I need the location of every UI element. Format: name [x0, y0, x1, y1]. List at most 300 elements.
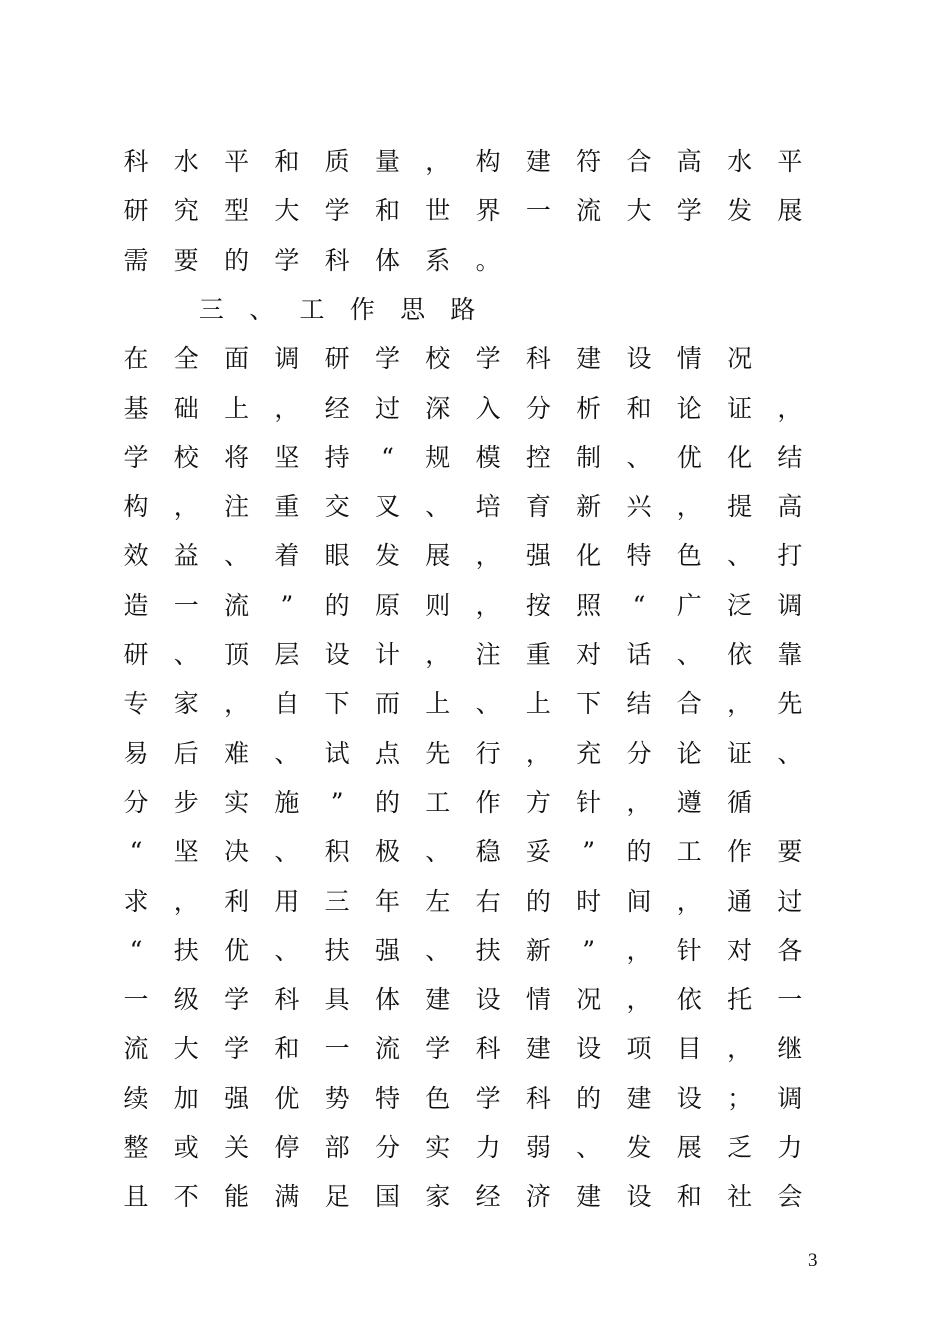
- text-char: 展: [425, 541, 451, 571]
- text-char: 学: [374, 344, 400, 374]
- text-char: 整: [123, 1133, 149, 1162]
- text-char: 依: [727, 640, 753, 669]
- text-line: [0, 882, 950, 922]
- text-char: 在: [123, 344, 149, 374]
- text-char: 上: [425, 689, 451, 719]
- text-char: 一: [173, 590, 199, 620]
- text-char: ，: [425, 640, 451, 669]
- text-char: 妥: [525, 837, 551, 867]
- text-char: 实: [425, 1133, 451, 1162]
- text-char: 世: [425, 196, 451, 226]
- text-char: 扶: [173, 935, 199, 965]
- text-char: 。: [475, 245, 501, 275]
- text-char: 合: [676, 689, 702, 719]
- text-char: ”: [582, 935, 596, 965]
- text-char: 按: [525, 590, 551, 620]
- text-char: 大: [626, 196, 652, 226]
- text-char: 结: [626, 689, 652, 719]
- text-char: 兴: [626, 492, 652, 522]
- text-char: 学: [324, 196, 350, 226]
- text-line: [0, 241, 950, 281]
- text-char: 型: [224, 196, 250, 226]
- text-char: 分: [123, 787, 149, 817]
- text-char: “: [129, 935, 143, 965]
- text-char: 用: [274, 886, 300, 916]
- text-char: 况: [727, 344, 753, 374]
- text-char: 、: [626, 442, 652, 472]
- text-char: 新: [576, 492, 602, 522]
- text-char: 势: [324, 1083, 350, 1113]
- text-char: 力: [777, 1133, 803, 1162]
- text-char: 实: [224, 787, 250, 817]
- text-char: ，: [676, 492, 702, 522]
- text-char: 、: [173, 640, 199, 669]
- text-char: 强: [224, 1083, 250, 1113]
- text-line: [0, 142, 950, 182]
- text-char: 左: [425, 886, 451, 916]
- text-char: 国: [374, 1182, 400, 1212]
- text-char: 科: [274, 985, 300, 1015]
- text-char: 强: [374, 935, 400, 965]
- text-char: 、: [425, 935, 451, 965]
- text-char: 建: [425, 985, 451, 1015]
- text-char: 不: [173, 1182, 199, 1212]
- text-char: 工: [425, 787, 451, 817]
- text-char: 充: [576, 738, 602, 768]
- text-char: 力: [475, 1133, 501, 1162]
- text-char: 而: [374, 689, 400, 719]
- text-char: 路: [450, 294, 476, 324]
- text-char: 决: [224, 837, 250, 867]
- text-char: 能: [224, 1182, 250, 1212]
- text-line: [0, 438, 950, 478]
- text-char: 行: [475, 738, 501, 768]
- text-char: 加: [173, 1083, 199, 1113]
- text-char: 平: [224, 147, 250, 176]
- text-char: 各: [777, 935, 803, 965]
- text-char: 时: [576, 886, 602, 916]
- text-char: 一: [777, 985, 803, 1015]
- text-char: 益: [173, 541, 199, 571]
- text-char: 一: [324, 1034, 350, 1064]
- text-char: 打: [777, 541, 803, 571]
- text-char: 建: [626, 1083, 652, 1113]
- text-char: 或: [173, 1133, 199, 1162]
- text-line: [0, 980, 950, 1020]
- text-char: 证: [727, 738, 753, 768]
- text-char: 化: [727, 442, 753, 472]
- text-char: 质: [324, 147, 350, 176]
- text-char: 系: [425, 245, 451, 275]
- text-char: 会: [777, 1182, 803, 1212]
- text-char: 、: [425, 492, 451, 522]
- text-char: 级: [173, 985, 199, 1015]
- text-char: 建: [525, 147, 551, 176]
- text-char: 研: [123, 196, 149, 226]
- text-char: ，: [727, 1034, 753, 1064]
- text-line: [0, 586, 950, 626]
- text-char: 调: [777, 590, 803, 620]
- text-line: [0, 191, 950, 231]
- text-char: 经: [324, 393, 350, 423]
- text-char: 交: [324, 492, 350, 522]
- text-char: 乏: [727, 1133, 753, 1162]
- text-char: 展: [676, 1133, 702, 1162]
- text-char: 顶: [224, 640, 250, 669]
- text-char: 叉: [374, 492, 400, 522]
- text-char: 展: [777, 196, 803, 226]
- text-char: 提: [727, 492, 753, 522]
- text-char: 色: [676, 541, 702, 571]
- text-char: ，: [173, 492, 199, 522]
- text-char: 高: [777, 492, 803, 522]
- text-char: 部: [324, 1133, 350, 1162]
- text-char: 造: [123, 590, 149, 620]
- text-char: 特: [626, 541, 652, 571]
- text-char: ”: [330, 787, 344, 817]
- text-char: 托: [727, 985, 753, 1015]
- text-char: 上: [525, 689, 551, 719]
- text-char: 设: [626, 1182, 652, 1212]
- text-char: 求: [123, 886, 149, 916]
- text-char: 效: [123, 541, 149, 571]
- text-char: 要: [173, 245, 199, 275]
- text-line: [0, 783, 950, 823]
- text-char: 一: [525, 196, 551, 226]
- text-char: 界: [475, 196, 501, 226]
- text-char: 平: [777, 147, 803, 176]
- text-char: 需: [123, 245, 149, 275]
- text-char: 研: [324, 344, 350, 374]
- text-char: 全: [173, 344, 199, 374]
- text-char: 关: [224, 1133, 250, 1162]
- text-char: “: [381, 442, 394, 472]
- text-char: 的: [224, 245, 250, 275]
- text-char: 科: [475, 1034, 501, 1064]
- text-char: 科: [525, 1083, 551, 1113]
- text-char: 析: [576, 393, 602, 423]
- text-char: 先: [425, 738, 451, 768]
- text-char: 且: [123, 1182, 149, 1212]
- text-char: 研: [123, 640, 149, 669]
- text-char: 优: [274, 1083, 300, 1113]
- text-char: 、: [475, 689, 501, 719]
- text-char: 学: [224, 985, 250, 1015]
- text-char: 流: [123, 1034, 149, 1064]
- text-char: 设: [475, 985, 501, 1015]
- text-char: 的: [324, 590, 350, 620]
- text-char: 量: [374, 147, 400, 176]
- text-char: ，: [475, 590, 501, 620]
- text-char: 流: [374, 1034, 400, 1064]
- text-char: 科: [525, 344, 551, 374]
- text-char: ，: [525, 738, 551, 768]
- text-char: 设: [676, 1083, 702, 1113]
- text-char: ，: [626, 985, 652, 1015]
- text-char: 、: [224, 541, 250, 571]
- text-char: 建: [576, 1182, 602, 1212]
- text-char: 流: [224, 590, 250, 620]
- text-char: 校: [173, 442, 199, 472]
- text-char: 对: [727, 935, 753, 965]
- text-char: 、: [249, 294, 275, 324]
- text-line: [0, 1029, 950, 1069]
- text-char: ，: [626, 935, 652, 965]
- text-char: 原: [374, 590, 400, 620]
- text-char: 作: [475, 787, 501, 817]
- text-char: 设: [626, 344, 652, 374]
- text-char: 基: [123, 393, 149, 423]
- text-char: 结: [777, 442, 803, 472]
- text-char: 制: [576, 442, 602, 472]
- text-char: ，: [425, 147, 451, 176]
- text-char: 入: [475, 393, 501, 423]
- text-char: 和: [374, 196, 400, 226]
- text-char: 分: [374, 1133, 400, 1162]
- text-char: 易: [123, 738, 149, 768]
- text-char: 极: [374, 837, 400, 867]
- text-line: [0, 536, 950, 576]
- text-char: 工: [299, 294, 325, 324]
- text-char: 况: [576, 985, 602, 1015]
- text-char: 家: [425, 1182, 451, 1212]
- text-char: 和: [676, 1182, 702, 1212]
- text-char: 作: [349, 294, 375, 324]
- text-char: 学: [475, 344, 501, 374]
- text-char: 过: [374, 393, 400, 423]
- text-line: [0, 734, 950, 774]
- text-char: ，: [727, 689, 753, 719]
- text-char: 设: [576, 1034, 602, 1064]
- text-char: 重: [274, 492, 300, 522]
- text-char: 停: [274, 1133, 300, 1162]
- page-number: 3: [808, 1250, 818, 1271]
- text-char: 将: [224, 442, 250, 472]
- text-char: 施: [274, 787, 300, 817]
- text-char: 水: [727, 147, 753, 176]
- text-char: 试: [324, 738, 350, 768]
- text-char: ，: [626, 787, 652, 817]
- text-char: 家: [173, 689, 199, 719]
- text-char: 间: [626, 886, 652, 916]
- text-char: 发: [727, 196, 753, 226]
- text-char: 下: [324, 689, 350, 719]
- text-char: ，: [173, 886, 199, 916]
- text-char: 发: [374, 541, 400, 571]
- text-char: 注: [224, 492, 250, 522]
- text-char: 年: [374, 886, 400, 916]
- text-char: 层: [274, 640, 300, 669]
- text-char: 学: [475, 1083, 501, 1113]
- text-char: 满: [274, 1182, 300, 1212]
- text-char: 工: [676, 837, 702, 867]
- text-char: ，: [475, 541, 501, 571]
- text-char: 新: [525, 935, 551, 965]
- text-char: 眼: [324, 541, 350, 571]
- text-char: 高: [676, 147, 702, 176]
- text-char: 体: [374, 985, 400, 1015]
- text-char: 步: [173, 787, 199, 817]
- text-char: 扶: [324, 935, 350, 965]
- text-char: 证: [727, 393, 753, 423]
- text-char: 、: [727, 541, 753, 571]
- text-char: 大: [274, 196, 300, 226]
- text-char: 利: [224, 886, 250, 916]
- text-line: [0, 684, 950, 724]
- text-char: 作: [727, 837, 753, 867]
- text-char: 要: [777, 837, 803, 867]
- text-char: 的: [576, 1083, 602, 1113]
- text-char: 项: [626, 1034, 652, 1064]
- text-char: 学: [123, 442, 149, 472]
- text-char: 调: [274, 344, 300, 374]
- text-char: 控: [525, 442, 551, 472]
- text-char: ；: [727, 1083, 753, 1113]
- text-line: [0, 832, 950, 872]
- text-char: 、: [676, 640, 702, 669]
- text-char: 深: [425, 393, 451, 423]
- text-char: 发: [626, 1133, 652, 1162]
- text-char: 校: [425, 344, 451, 374]
- text-char: 情: [676, 344, 702, 374]
- text-char: 自: [274, 689, 300, 719]
- text-char: 、: [777, 738, 803, 768]
- text-char: 科: [324, 245, 350, 275]
- text-char: 持: [324, 442, 350, 472]
- text-char: 育: [525, 492, 551, 522]
- text-line: [0, 635, 950, 675]
- text-char: 针: [576, 787, 602, 817]
- text-char: 设: [324, 640, 350, 669]
- text-line: [0, 1079, 950, 1119]
- text-char: 专: [123, 689, 149, 719]
- text-char: 和: [626, 393, 652, 423]
- text-line: [0, 487, 950, 527]
- text-char: 过: [777, 886, 803, 916]
- text-char: 分: [525, 393, 551, 423]
- text-char: 构: [123, 492, 149, 522]
- text-char: 一: [123, 985, 149, 1015]
- text-char: 大: [173, 1034, 199, 1064]
- text-char: 社: [727, 1182, 753, 1212]
- text-char: 分: [626, 738, 652, 768]
- text-char: 的: [374, 787, 400, 817]
- text-char: ”: [280, 590, 294, 620]
- text-char: 广: [676, 590, 702, 620]
- text-char: 论: [676, 738, 702, 768]
- text-char: ，: [224, 689, 250, 719]
- text-char: 足: [324, 1182, 350, 1212]
- text-line: [0, 339, 950, 379]
- text-char: 情: [525, 985, 551, 1015]
- text-char: 学: [425, 1034, 451, 1064]
- text-char: 的: [626, 837, 652, 867]
- text-char: 重: [525, 640, 551, 669]
- text-char: 下: [576, 689, 602, 719]
- text-char: 目: [676, 1034, 702, 1064]
- text-char: 和: [274, 147, 300, 176]
- text-char: 经: [475, 1182, 501, 1212]
- text-char: 计: [374, 640, 400, 669]
- text-char: 学: [224, 1034, 250, 1064]
- text-char: 建: [576, 344, 602, 374]
- text-char: 稳: [475, 837, 501, 867]
- text-line: [0, 389, 950, 429]
- text-char: 点: [374, 738, 400, 768]
- text-char: 对: [576, 640, 602, 669]
- text-char: 扶: [475, 935, 501, 965]
- text-char: 则: [425, 590, 451, 620]
- text-char: 泛: [727, 590, 753, 620]
- text-char: 循: [727, 787, 753, 817]
- text-char: 上: [224, 393, 250, 423]
- text-char: 、: [425, 837, 451, 867]
- text-char: 面: [224, 344, 250, 374]
- text-char: 水: [173, 147, 199, 176]
- text-char: 续: [123, 1083, 149, 1113]
- text-char: 学: [274, 245, 300, 275]
- text-char: 继: [777, 1034, 803, 1064]
- text-line: [0, 1177, 950, 1217]
- text-line: [0, 1128, 950, 1168]
- text-char: 坚: [173, 837, 199, 867]
- text-char: 学: [676, 196, 702, 226]
- text-char: 规: [425, 442, 451, 472]
- text-char: 和: [274, 1034, 300, 1064]
- text-char: 化: [576, 541, 602, 571]
- text-char: 优: [676, 442, 702, 472]
- section-heading: [0, 290, 950, 330]
- text-char: 科: [123, 147, 149, 176]
- text-line: [0, 931, 950, 971]
- text-char: 积: [324, 837, 350, 867]
- text-char: 弱: [525, 1133, 551, 1162]
- text-char: 遵: [676, 787, 702, 817]
- text-char: 着: [274, 541, 300, 571]
- text-char: 优: [224, 935, 250, 965]
- text-char: 培: [475, 492, 501, 522]
- text-char: 调: [777, 1083, 803, 1113]
- text-char: 济: [525, 1182, 551, 1212]
- text-char: 三: [198, 294, 224, 324]
- text-char: 思: [400, 294, 426, 324]
- text-char: ，: [777, 393, 803, 423]
- text-char: 具: [324, 985, 350, 1015]
- text-char: 础: [173, 393, 199, 423]
- text-char: 色: [425, 1083, 451, 1113]
- text-char: 符: [576, 147, 602, 176]
- text-char: 方: [525, 787, 551, 817]
- text-char: ，: [274, 393, 300, 423]
- text-char: 强: [525, 541, 551, 571]
- text-char: 依: [676, 985, 702, 1015]
- text-char: 照: [576, 590, 602, 620]
- text-char: 论: [676, 393, 702, 423]
- text-char: 靠: [777, 640, 803, 669]
- text-char: ，: [676, 886, 702, 916]
- text-char: 、: [274, 837, 300, 867]
- text-char: 、: [274, 738, 300, 768]
- text-char: 的: [525, 886, 551, 916]
- text-char: 合: [626, 147, 652, 176]
- text-char: 、: [274, 935, 300, 965]
- text-char: 难: [224, 738, 250, 768]
- text-char: 话: [626, 640, 652, 669]
- text-char: 右: [475, 886, 501, 916]
- text-char: 、: [576, 1133, 602, 1162]
- text-char: ”: [582, 837, 596, 867]
- text-char: 三: [324, 886, 350, 916]
